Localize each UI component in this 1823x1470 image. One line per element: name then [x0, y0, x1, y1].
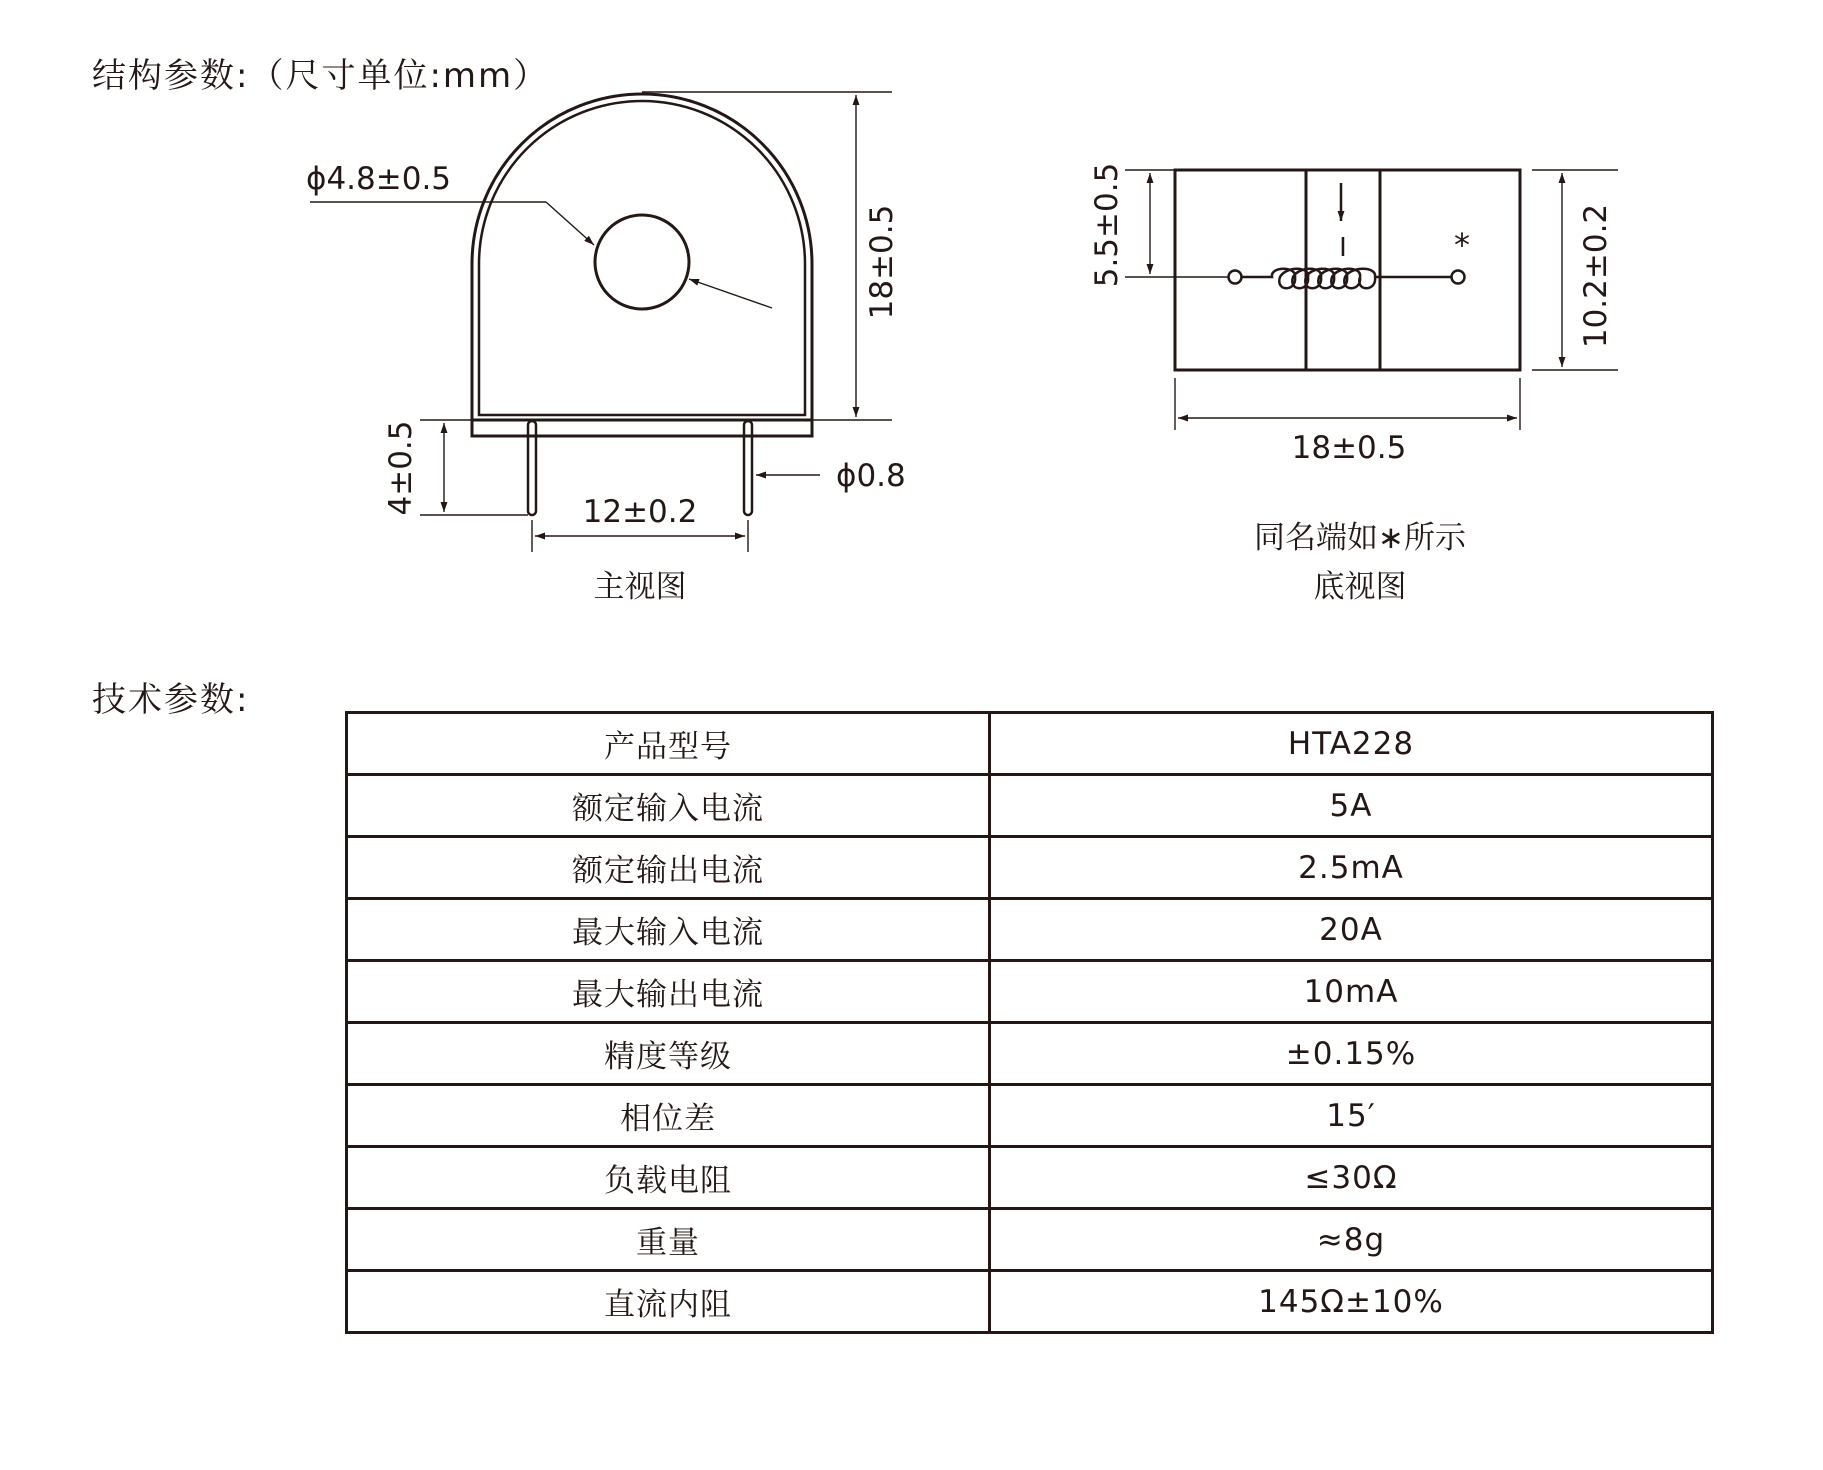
table-row — [347, 961, 1713, 1023]
param-value: 2.5mA — [990, 837, 1713, 899]
pin-diameter-label: ϕ0.8 — [836, 458, 906, 494]
tech-title: 技术参数: — [92, 680, 250, 720]
param-name: 额定输出电流 — [347, 837, 990, 899]
bottom-view — [1125, 170, 1618, 430]
pin-spacing-label: 12±0.2 — [582, 494, 698, 530]
param-name: 负载电阻 — [347, 1147, 990, 1209]
hole-diameter-label: ϕ4.8±0.5 — [306, 161, 452, 197]
front-view-caption: 主视图 — [593, 569, 687, 605]
front-body-inner — [479, 101, 805, 415]
param-value: HTA228 — [990, 713, 1713, 775]
param-name: 额定输入电流 — [347, 775, 990, 837]
through-hole — [595, 215, 689, 309]
bottom-height-label: 10.2±0.2 — [1578, 203, 1614, 349]
terminal-left — [1229, 271, 1242, 284]
top-offset-label: 5.5±0.5 — [1089, 162, 1125, 288]
table-row — [347, 1209, 1713, 1271]
param-value: ≤30Ω — [990, 1147, 1713, 1209]
terminal-right — [1452, 271, 1465, 284]
table-row — [347, 837, 1713, 899]
param-name: 产品型号 — [347, 713, 990, 775]
param-name: 最大输入电流 — [347, 899, 990, 961]
table-row — [347, 713, 1713, 775]
table-row — [347, 1085, 1713, 1147]
param-name: 相位差 — [347, 1085, 990, 1147]
winding-coil — [1242, 269, 1451, 289]
param-value: 15′ — [990, 1085, 1713, 1147]
polarity-note: 同名端如∗所示 — [1254, 520, 1466, 556]
param-value: ≈8g — [990, 1209, 1713, 1271]
param-value: 10mA — [990, 961, 1713, 1023]
bottom-width-label: 18±0.5 — [1291, 430, 1407, 466]
param-name: 精度等级 — [347, 1023, 990, 1085]
current-label: I — [1339, 233, 1347, 263]
param-value: ±0.15% — [990, 1023, 1713, 1085]
front-body-outline — [472, 94, 812, 436]
param-name: 直流内阻 — [347, 1271, 990, 1333]
table-row — [347, 1271, 1713, 1333]
param-value: 145Ω±10% — [990, 1271, 1713, 1333]
param-name: 重量 — [347, 1209, 990, 1271]
param-name: 最大输出电流 — [347, 961, 990, 1023]
structure-drawing — [0, 0, 1823, 640]
table-row — [347, 775, 1713, 837]
structure-title: 结构参数:（尺寸单位:mm） — [92, 56, 550, 96]
pin-length-label: 4±0.5 — [383, 420, 419, 516]
param-value: 5A — [990, 775, 1713, 837]
polarity-mark: * — [1454, 226, 1470, 264]
table-row — [347, 899, 1713, 961]
bottom-view-caption: 底视图 — [1313, 569, 1407, 605]
height-label: 18±0.5 — [864, 204, 900, 320]
spec-table — [345, 711, 1714, 1334]
param-value: 20A — [990, 899, 1713, 961]
table-row — [347, 1023, 1713, 1085]
table-row — [347, 1147, 1713, 1209]
